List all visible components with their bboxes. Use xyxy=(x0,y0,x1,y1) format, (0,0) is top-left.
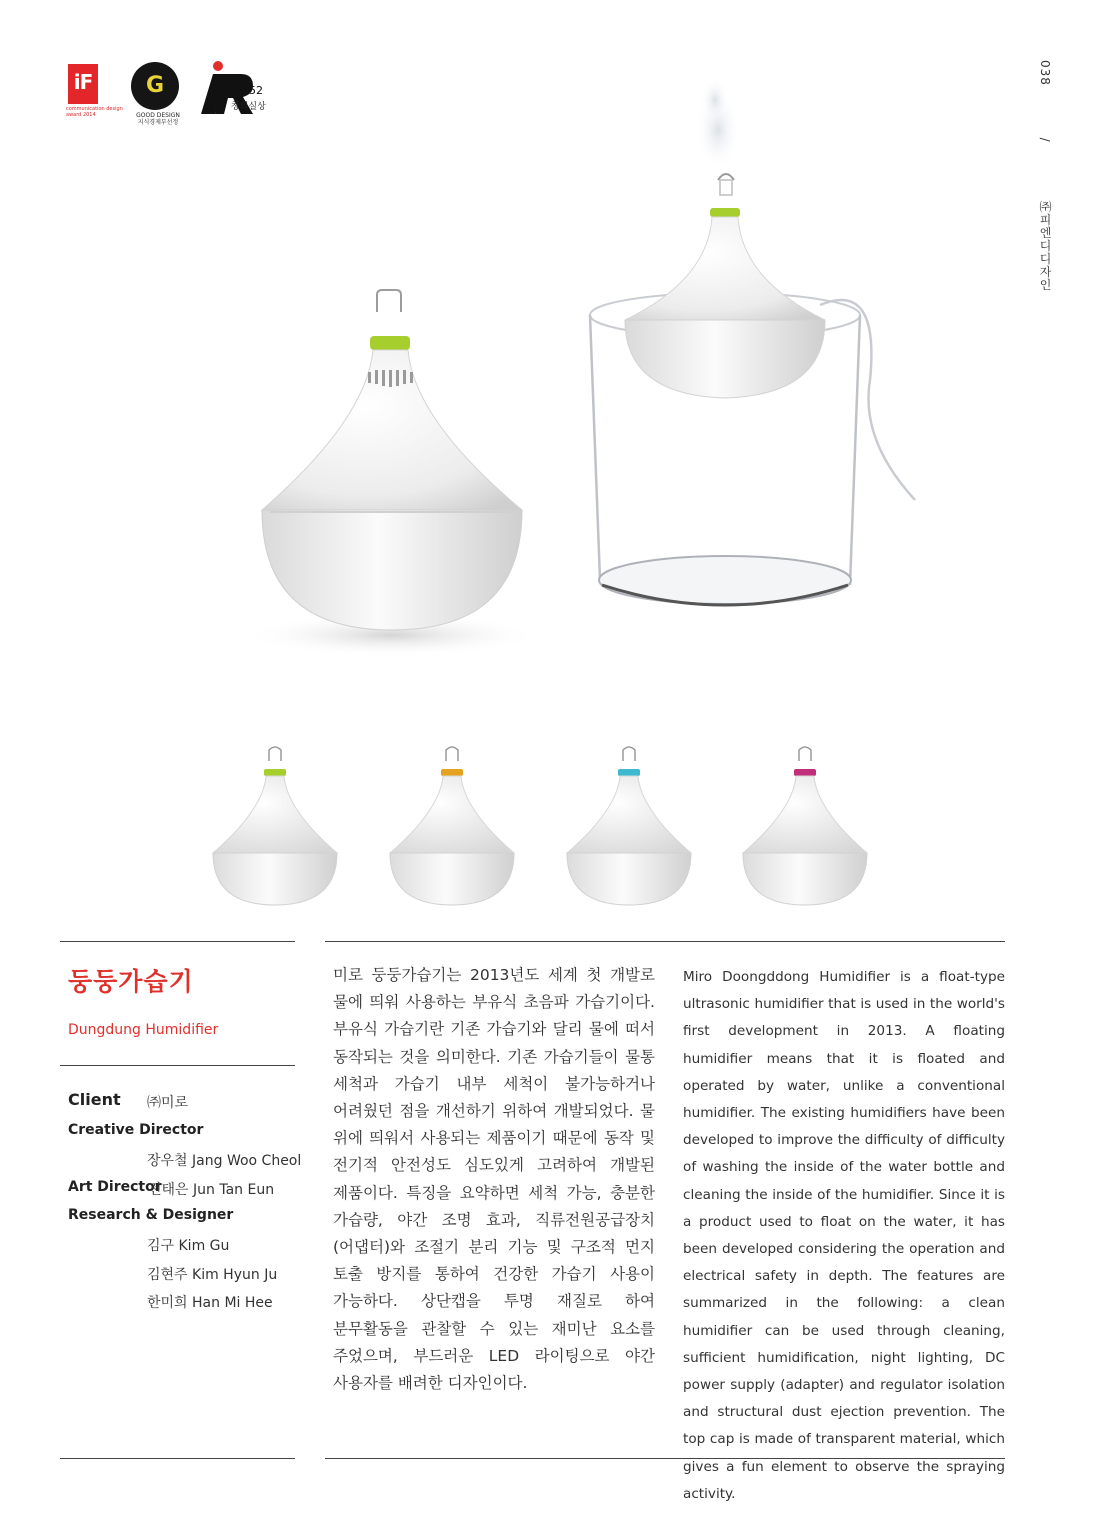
hero-product-photo xyxy=(170,80,950,720)
variant-green xyxy=(213,747,337,905)
if-award-logo xyxy=(68,64,98,104)
client-value: ㈜미로 xyxy=(147,1095,189,1111)
ir-award-number: 52 xyxy=(249,84,263,97)
color-variants-photo xyxy=(195,735,895,915)
description-english: Miro Doongddong Humidifier is a float-type ultrasonic humidifier that is used in the world's first development in 2013. A floating humidifier means that it is floated and operated by water, unlike a conventional humidifier. The existing humidifiers have been developed to improve the difficulty of difficulty of washing the inside of the water bottle and cleaning the inside of the humidifier. Since it is a product used to float on the water, it has been developed considering the operation and electrical safety in depth. The features are summarized in the following: a clean humidifier can be used through cleaning, sufficient humidification, night lighting, DC power supply (adapter) and regulator isolation and structural dust ejection prevention. The top cap is made of transparent material, which gives a fun element to observe the spraying activity. xyxy=(683,969,1005,1502)
variant-magenta xyxy=(743,747,867,905)
page-number: 038 xyxy=(1038,60,1052,86)
left-bottom-rule xyxy=(60,1458,295,1459)
left-top-rule xyxy=(60,941,295,942)
description-korean: 미로 둥둥가습기는 2013년도 세계 첫 개발로 물에 띄워 사용하는 부유식 초음파 가습기이다. 부유식 가습기란 기존 가습기와 달리 물에 떠서 동작되는 것을 의미한다. 기존 가습기들이 물통 세척과 가습기 내부 세척이 불가능하거나 어려웠던 점을 개선하기 위하여 개발되었다. 물 위에 띄워서 사용되는 제품이기 때문에 동작 및 전기적 안전성도 심도있게 고려하여 개발된 제품이다. 특징을 요약하면 세척 가능, 충분한 가습량, 야간 조명 효과, 직류전원공급장치(어댑터)와 조절기 분리 기능 및 구조적 먼지 토출 방지를 통하여 건강한 가습기 사용이 가능하다. 상단캡을 투명 재질로 하여 분무활동을 관찰할 수 있는 재미난 요소를 주었으며, 부드러운 LED 라이팅으로 야간 사용자를 배려한 디자인이다. xyxy=(333,966,655,1393)
variant-orange xyxy=(390,747,514,905)
research-designer-label: Research & Designer xyxy=(68,1207,234,1223)
art-director-value: 전태은 Jun Tan Eun xyxy=(148,1182,275,1198)
creative-director-value: 장우철 Jang Woo Cheol xyxy=(147,1153,302,1169)
project-title-korean: 둥둥가습기 xyxy=(68,967,194,996)
art-director-label: Art Director xyxy=(68,1179,162,1195)
creative-director-label: Creative Director xyxy=(68,1122,204,1138)
ir-award-caption: 창의실상 xyxy=(231,102,266,112)
header-separator: / xyxy=(1038,137,1052,143)
if-award-caption: communication design award 2014 xyxy=(66,106,123,118)
designer-name: 김구 Kim Gu xyxy=(147,1238,230,1254)
good-design-caption-en: GOOD DESIGN xyxy=(136,112,180,119)
running-header xyxy=(1037,60,1054,291)
project-title-english: Dungdung Humidifier xyxy=(68,1022,219,1038)
designer-name: 김현주 Kim Hyun Ju xyxy=(147,1267,278,1283)
good-design-mark: G xyxy=(145,73,165,98)
if-award-mark: iF xyxy=(73,70,93,94)
client-label: Client xyxy=(68,1090,121,1109)
company-name: ㈜피엔디디자인 xyxy=(1038,200,1052,292)
variant-cyan xyxy=(567,747,691,905)
designer-name: 한미희 Han Mi Hee xyxy=(147,1295,273,1311)
right-top-rule xyxy=(325,941,1005,942)
left-mid-rule xyxy=(60,1065,295,1066)
good-design-caption-ko: 지식경제부선정 xyxy=(137,119,179,126)
